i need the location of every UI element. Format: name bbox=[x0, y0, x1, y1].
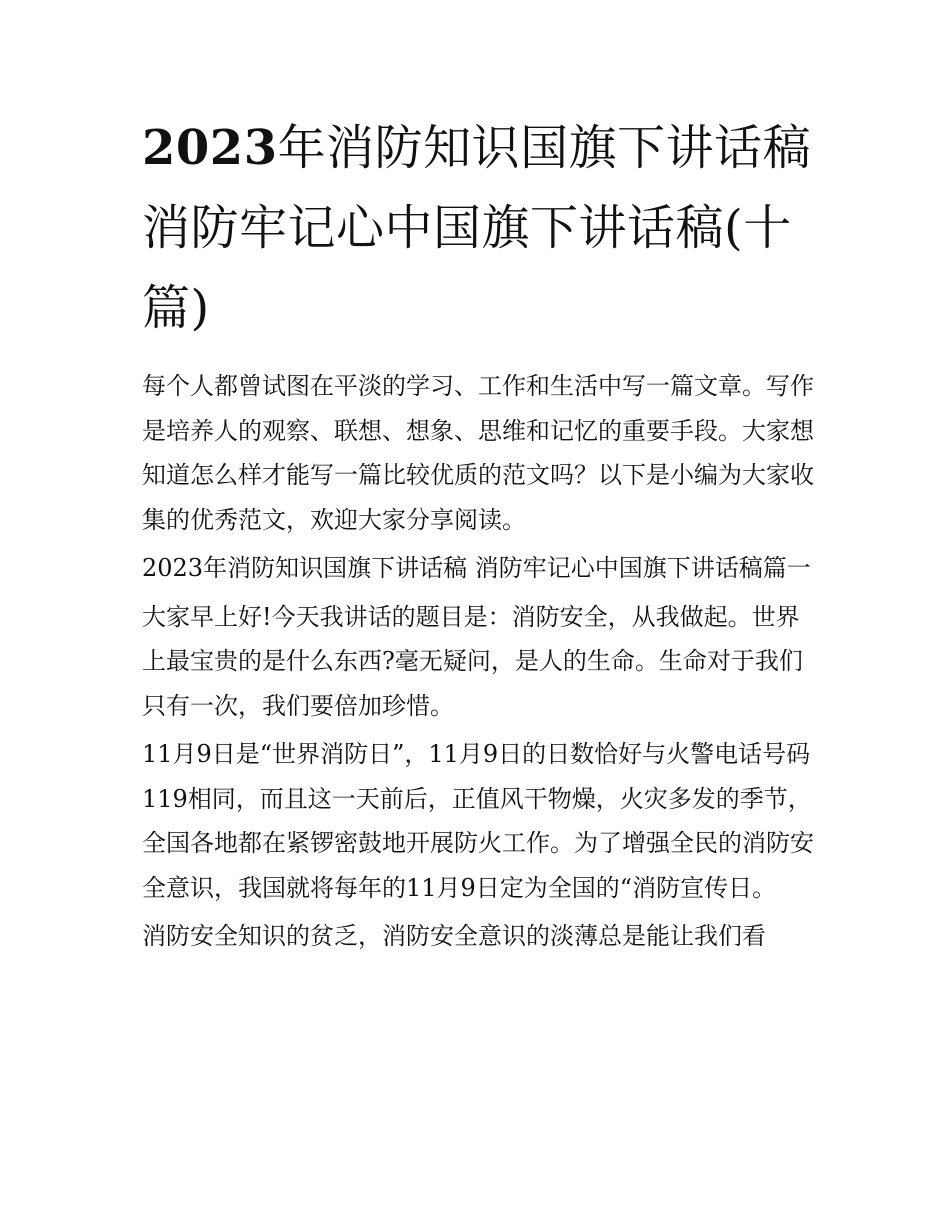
title-text: 年消防知识国旗下讲话稿 消防牢记心中国旗下讲话稿(十篇) bbox=[142, 120, 812, 336]
intro-paragraph: 每个人都曾试图在平淡的学习、工作和生活中写一篇文章。写作是培养人的观察、联想、想象、思维和记忆的重要手段。大家想知道怎么样才能写一篇比较优质的范文吗？以下是小编为大家收集的优秀范文，欢迎大家分享阅读。 bbox=[142, 372, 814, 534]
section-heading: 2023年消防知识国旗下讲话稿 消防牢记心中国旗下讲话稿篇一 bbox=[142, 554, 811, 582]
body-paragraph: 大家早上好!今天我讲话的题目是：消防安全，从我做起。世界上最宝贵的是什么东西?毫无疑问，是人的生命。生命对于我们只有一次，我们要倍加珍惜。 bbox=[142, 602, 803, 720]
document-body bbox=[142, 108, 814, 963]
body-paragraph: 消防安全知识的贫乏，消防安全意识的淡薄总是能让我们看 bbox=[142, 922, 766, 950]
body-paragraph: 11月9日是“世界消防日”，11月9日的日数恰好与火警电话号码119相同，而且这一天前后，正值风干物燥，火灾多发的季节，全国各地都在紧锣密鼓地开展防火工作。为了增强全民的消防安全意识，我国就将每年的11月9日定为全国的“消防宣传日。 bbox=[142, 740, 814, 902]
document-title bbox=[142, 108, 814, 348]
title-year: 2023 bbox=[142, 120, 278, 176]
